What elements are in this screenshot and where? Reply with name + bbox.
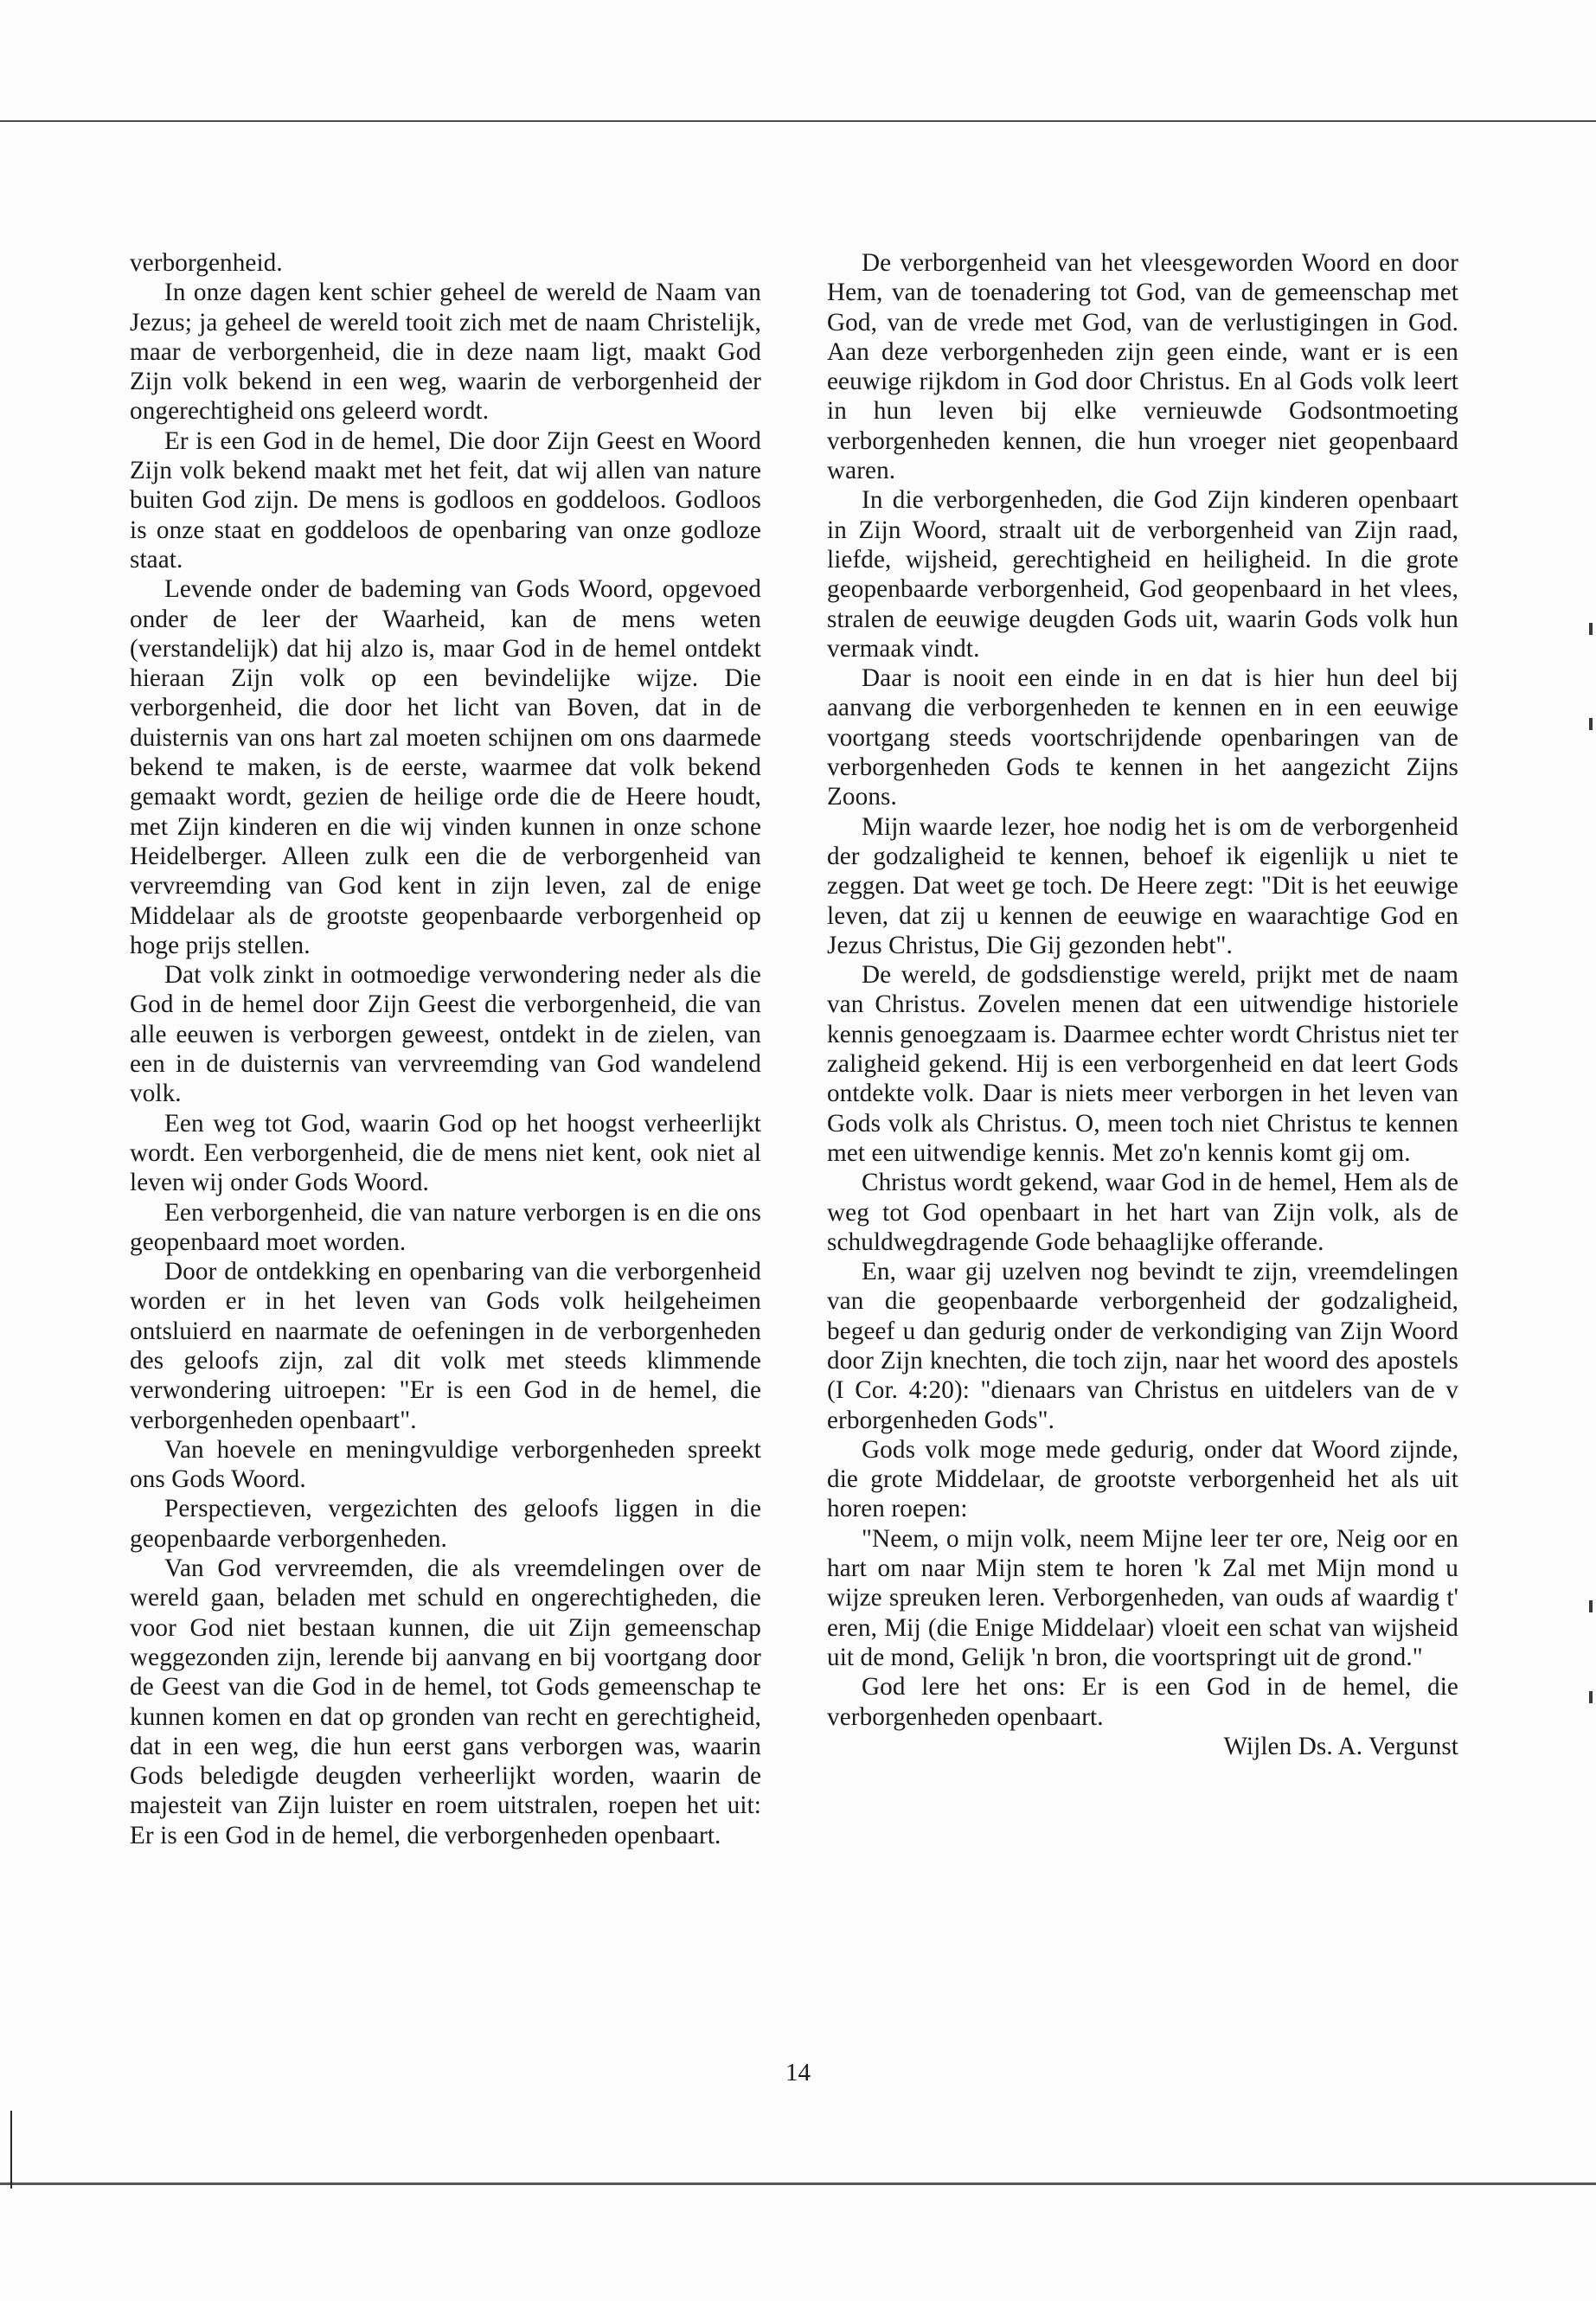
scan-border-top xyxy=(0,120,1596,122)
paragraph: Christus wordt gekend, waar God in de hemel, Hem als de weg tot God openbaart in het hart van Zijn volk, als de schuldwegdragende Gode behaaglijke offerande. xyxy=(827,1169,1458,1256)
page-number: 14 xyxy=(785,2059,811,2086)
scan-edge-mark xyxy=(1589,1691,1593,1703)
paragraph: De verborgenheid van het vleesgeworden Woord en door Hem, van de toenadering tot God, van de gemeenschap met God, van de vrede met God, van de verlustigingen in God. Aan deze verborgenheden zijn geen einde, want er is een eeuwige rijkdom in God door Christus. En al Gods volk leert in hun leven bij elke vernieuwde Godsontmoeting verborgenheden kennen, die hun vroeger niet geopenbaard waren. xyxy=(827,249,1458,485)
paragraph: Mijn waarde lezer, hoe nodig het is om de verborgenheid der godzaligheid te kennen, behoef ik eigenlijk u niet te zeggen. Dat weet ge toch. De Heere zegt: "Dit is het eeuwige leven, dat zij u kennen de eeuwige en waarachtige God en Jezus Christus, Die Gij gezonden hebt". xyxy=(827,812,1458,959)
paragraph: Dat volk zinkt in ootmoedige verwondering neder als die God in de hemel door Zijn Geest die verborgenheid, die van alle eeuwen is verborgen geweest, ontdekt in de zielen, van een in de duisternis van vervreemding van God wandelend volk. xyxy=(130,961,761,1108)
scan-edge-mark xyxy=(1589,623,1593,635)
quoted-psalm-verse: "Neem, o mijn volk, neem Mijne leer ter ore, Neig oor en hart om naar Mijn stem te horen 'k Zal met Mijn mond u wijze spreuken leren. Verborgenheden, van ouds af waardig t' eren, Mij (die Enige Middelaar) vloeit een schat van wijsheid uit de mond, Gelijk 'n bron, die voortspringt uit de grond." xyxy=(827,1524,1458,1671)
paragraph: In die verborgenheden, die God Zijn kinderen openbaart in Zijn Woord, straalt uit de verborgenheid van Zijn raad, liefde, wijsheid, gerechtigheid en heiligheid. In die grote geopenbaarde verborgenheid, God geopenbaard in het vlees, stralen de eeuwige deugden Gods uit, waarin Gods volk hun vermaak vindt. xyxy=(827,486,1458,663)
paragraph: verborgenheid. xyxy=(130,249,283,277)
right-text-column xyxy=(827,248,1458,1761)
paragraph: Een verborgenheid, die van nature verborgen is en die ons geopenbaard moet worden. xyxy=(130,1198,761,1256)
paragraph: Gods volk moge mede gedurig, onder dat Woord zijnde, die grote Middelaar, de grootste verborgenheid het als uit horen roepen: xyxy=(827,1435,1458,1523)
paragraph: De wereld, de godsdienstige wereld, prijkt met de naam van Christus. Zovelen menen dat een uitwendige historiele kennis genoegzaam is. Daarmee echter wordt Christus niet ter zaligheid gekend. Hij is een verborgenheid en dat leert Gods ontdekte volk. Daar is niets meer verborgen in het leven van Gods volk als Christus. O, meen toch niet Christus te kennen met een uitwendige kennis. Met zo'n kennis komt gij om. xyxy=(827,961,1458,1167)
paragraph: Er is een God in de hemel, Die door Zijn Geest en Woord Zijn volk bekend maakt met het feit, dat wij allen van nature buiten God zijn. De mens is godloos en goddeloos. Godloos is onze staat en goddeloos de openbaring van onze godloze staat. xyxy=(130,426,761,574)
author-signature: Wijlen Ds. A. Vergunst xyxy=(1223,1732,1458,1760)
paragraph: Daar is nooit een einde in en dat is hier hun deel bij aanvang die verborgenheden te kennen en in een eeuwige voortgang steeds voortschrijdende openbaringen van de verborgenheden Gods te kennen in het aangezicht Zijns Zoons. xyxy=(827,664,1458,811)
scan-edge-mark xyxy=(1589,718,1593,730)
paragraph: Door de ontdekking en openbaring van die verborgenheid worden er in het leven van Gods volk heilgeheimen ontsluierd en naarmate de oefeningen in de verborgenheden des geloofs zijn, zal dit volk met steeds klimmende verwondering uitroepen: "Er is een God in de hemel, die verborgenheden openbaart". xyxy=(130,1258,761,1434)
scan-border-bottom xyxy=(0,2182,1596,2185)
scan-border-left xyxy=(10,2111,12,2189)
paragraph: Van hoevele en meningvuldige verborgenheden spreekt ons Gods Woord. xyxy=(130,1435,761,1494)
paragraph: Levende onder de bademing van Gods Woord, opgevoed onder de leer der Waarheid, kan de mens weten (verstandelijk) dat hij alzo is, maar God in de hemel ontdekt hieraan Zijn volk op een bevindelijke wijze. Die verborgenheid, die door het licht van Boven, dat in de duisternis van ons hart zal moeten schijnen om ons daarmede bekend te maken, is de eerste, waarmee dat volk bekend gemaakt wordt, gezien de heilige orde die de Heere houdt, met Zijn kinderen en die wij vinden kunnen in onze schone Heidelberger. Alleen zulk een die de verborgenheid van vervreemding van God kent in zijn leven, zal de enige Middelaar als de grootste geopenbaarde verborgenheid op hoge prijs stellen. xyxy=(130,575,761,959)
paragraph: Van God vervreemden, die als vreemdelingen over de wereld gaan, beladen met schuld en ongerechtigheden, die voor God niet bestaan kunnen, die uit Zijn gemeenschap weggezonden zijn, lerende bij aanvang en bij voortgang door de Geest van die God in de hemel, tot Gods gemeenschap te kunnen komen en dat op gronden van recht en gerechtigheid, dat in een weg, die hun eerst gans verborgen was, waarin Gods beledigde deugden verheerlijkt worden, waarin de majesteit van Zijn luister en roem uitstralen, roepen het uit: Er is een God in de hemel, die verborgenheden openbaart. xyxy=(130,1554,761,1849)
paragraph: In onze dagen kent schier geheel de wereld de Naam van Jezus; ja geheel de wereld tooit zich met de naam Christelijk, maar de verborgenheid, die in deze naam ligt, maakt God Zijn volk bekend in een weg, waarin de verborgenheid der ongerechtigheid ons geleerd wordt. xyxy=(130,279,761,426)
paragraph: Een weg tot God, waarin God op het hoogst verheerlijkt wordt. Een verborgenheid, die de mens niet kent, ook niet al leven wij onder Gods Woord. xyxy=(130,1109,761,1197)
paragraph: Perspectieven, vergezichten des geloofs liggen in die geopenbaarde verborgenheden. xyxy=(130,1495,761,1553)
paragraph: En, waar gij uzelven nog bevindt te zijn, vreemdelingen van die geopenbaarde verborgenheid der godzaligheid, begeef u dan gedurig onder de verkondiging van Zijn Woord door Zijn knechten, die toch zijn, naar het woord des apostels (I Cor. 4:20): "dienaars van Christus en uitdelers van de v erborgenheden Gods". xyxy=(827,1258,1458,1434)
scan-edge-mark xyxy=(1589,1600,1593,1612)
left-text-column xyxy=(130,248,761,1850)
paragraph: God lere het ons: Er is een God in de hemel, die verborgenheden openbaart. xyxy=(827,1673,1458,1731)
